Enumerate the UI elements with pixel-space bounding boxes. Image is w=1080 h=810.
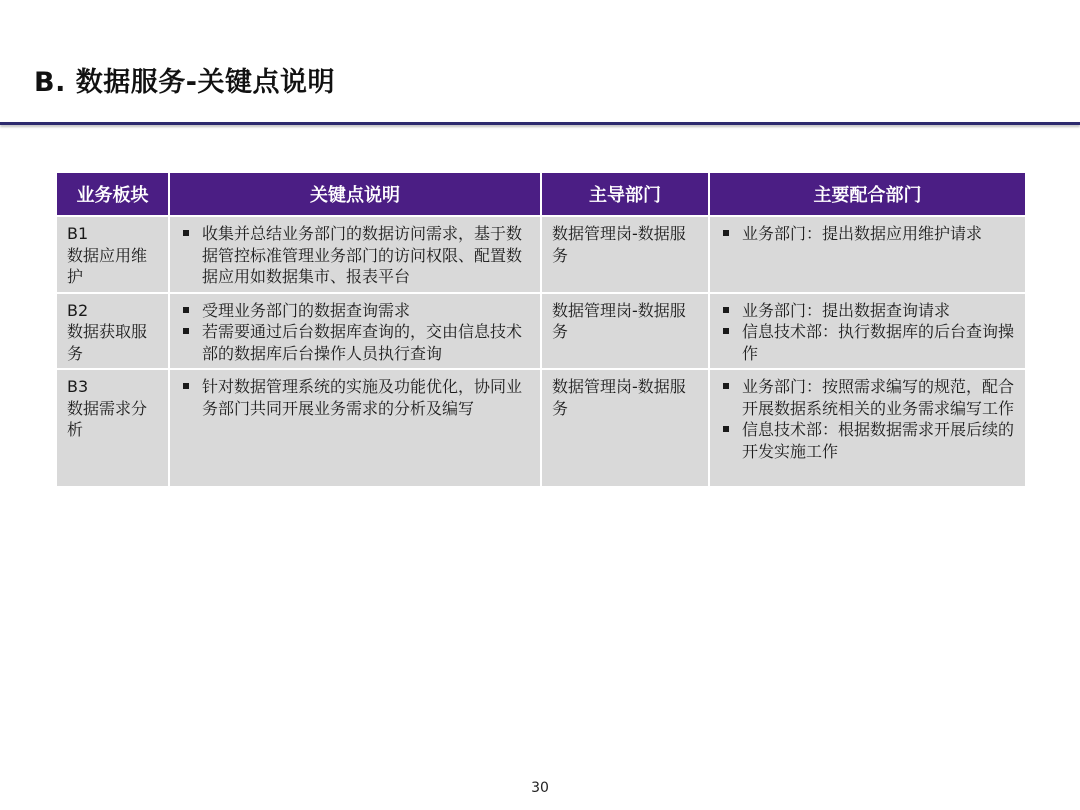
cooperating-item: 业务部门：提出数据查询请求 bbox=[720, 300, 1015, 322]
key-points-table bbox=[57, 173, 1025, 488]
table-header-row bbox=[57, 173, 1025, 216]
block-code: B2 bbox=[67, 300, 89, 320]
business-block-cell bbox=[57, 369, 169, 487]
business-block-cell bbox=[57, 216, 169, 293]
key-points-cell bbox=[169, 369, 541, 487]
block-name: 数据应用维护 bbox=[67, 245, 148, 286]
table-row bbox=[57, 293, 1025, 370]
cooperating-item: 业务部门：按照需求编写的规范，配合开展数据系统相关的业务需求编写工作 bbox=[720, 376, 1015, 419]
table-row bbox=[57, 216, 1025, 293]
cooperating-dept-cell bbox=[709, 369, 1025, 487]
key-point-item: 若需要通过后台数据库查询的，交由信息技术部的数据库后台操作人员执行查询 bbox=[180, 321, 530, 364]
key-points-cell bbox=[169, 216, 541, 293]
header-lead-dept: 主导部门 bbox=[541, 173, 709, 216]
title-divider bbox=[0, 122, 1080, 125]
lead-dept-cell: 数据管理岗-数据服务 bbox=[541, 216, 709, 293]
page-title: B. 数据服务-关键点说明 bbox=[34, 67, 335, 98]
key-points-cell bbox=[169, 293, 541, 370]
cooperating-item: 业务部门：提出数据应用维护请求 bbox=[720, 223, 1015, 245]
header-key-points: 关键点说明 bbox=[169, 173, 541, 216]
cooperating-item: 信息技术部：根据数据需求开展后续的开发实施工作 bbox=[720, 419, 1015, 462]
cooperating-dept-cell bbox=[709, 293, 1025, 370]
key-point-item: 针对数据管理系统的实施及功能优化，协同业务部门共同开展业务需求的分析及编写 bbox=[180, 376, 530, 419]
block-code: B1 bbox=[67, 224, 89, 243]
page-number: 30 bbox=[531, 780, 549, 796]
block-name: 数据获取服务 bbox=[67, 322, 148, 363]
key-point-item: 受理业务部门的数据查询需求 bbox=[180, 300, 530, 322]
table-row bbox=[57, 369, 1025, 487]
block-code: B3 bbox=[67, 377, 89, 396]
cooperating-dept-cell bbox=[709, 216, 1025, 293]
key-point-item: 收集并总结业务部门的数据访问需求，基于数据管控标准管理业务部门的访问权限、配置数据应用如数据集市、报表平台 bbox=[180, 223, 530, 288]
cooperating-item: 信息技术部：执行数据库的后台查询操作 bbox=[720, 321, 1015, 364]
block-name: 数据需求分析 bbox=[67, 398, 148, 439]
lead-dept-cell: 数据管理岗-数据服务 bbox=[541, 369, 709, 487]
lead-dept-cell: 数据管理岗-数据服务 bbox=[541, 293, 709, 370]
header-cooperating-dept: 主要配合部门 bbox=[709, 173, 1025, 216]
business-block-cell bbox=[57, 293, 169, 370]
header-business-block: 业务板块 bbox=[57, 173, 169, 216]
